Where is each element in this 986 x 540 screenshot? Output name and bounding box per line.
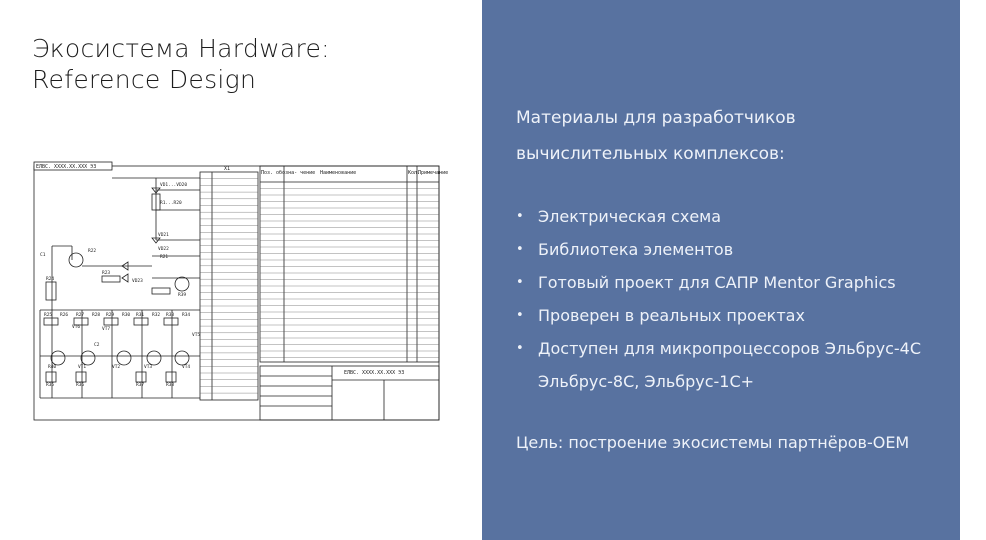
component-label: VD22 xyxy=(158,247,169,252)
component-label: R24 xyxy=(46,277,55,282)
component-label: C1 xyxy=(40,253,46,258)
intro-text xyxy=(516,100,956,172)
feature-item: • Электрическая схема xyxy=(516,200,986,233)
component-label: R34 xyxy=(182,313,191,318)
component-label: R23 xyxy=(102,271,111,276)
slide-title-line-2: Reference Design xyxy=(32,65,257,94)
component-label: R30 xyxy=(122,313,131,318)
component-label: R27 xyxy=(76,313,85,318)
component-label: R21 xyxy=(160,255,169,260)
component-label: R25 xyxy=(44,313,53,318)
table-header-note: Примечание xyxy=(418,170,449,176)
component-label: R39 xyxy=(178,293,187,298)
slide-title-line-1: Экосистема Hardware: xyxy=(32,34,330,63)
title-block-code: ЕЛВС. XXXX.XX.XXX Э3 xyxy=(344,370,405,376)
slide-title xyxy=(32,33,452,95)
intro-line-1: Материалы для разработчиков xyxy=(516,108,796,128)
component-label: R35 xyxy=(46,383,55,388)
component-label: VT5 xyxy=(192,333,201,338)
feature-item: • Доступен для микропроцессоров Эльбрус-4С Эльбрус-8С, Эльбрус-1С+ xyxy=(516,332,986,398)
table-header-position: Поз. обозна- чение xyxy=(261,170,316,176)
feature-item: • Проверен в реальных проектах xyxy=(516,299,986,332)
component-label: VT4 xyxy=(182,365,191,370)
component-label: R33 xyxy=(166,313,175,318)
component-label: VT2 xyxy=(112,365,121,370)
component-label: R36 xyxy=(76,383,85,388)
component-label: R22 xyxy=(88,249,97,254)
feature-item: • Готовый проект для САПР Mentor Graphics xyxy=(516,266,986,299)
intro-line-2: вычислительных комплексов: xyxy=(516,144,785,164)
goal-text: Цель: построение экосистемы партнёров-OEM xyxy=(516,433,910,452)
component-label: C2 xyxy=(94,343,100,348)
component-label: R38 xyxy=(166,383,175,388)
feature-list xyxy=(516,200,986,398)
table-header-name: Наименование xyxy=(320,170,357,176)
component-label: R32 xyxy=(152,313,161,318)
component-label: R40 xyxy=(48,365,57,370)
component-label: R29 xyxy=(106,313,115,318)
content-panel xyxy=(482,0,960,540)
component-label: VD23 xyxy=(132,279,143,284)
schematic-code: ЕЛВС. XXXX.XX.XXX Э3 xyxy=(36,164,97,170)
component-label: VT6 xyxy=(72,325,81,330)
component-label: R31 xyxy=(136,313,145,318)
table-header-qty: Кол. xyxy=(408,170,421,176)
feature-item-continuation: Эльбрус-8С, Эльбрус-1С+ xyxy=(538,372,755,391)
component-label: VT3 xyxy=(144,365,153,370)
component-label: VT1 xyxy=(78,365,87,370)
feature-item: • Библиотека элементов xyxy=(516,233,986,266)
component-label: R28 xyxy=(92,313,101,318)
component-label: R26 xyxy=(60,313,69,318)
component-label: R1...R20 xyxy=(160,201,182,206)
component-label: R37 xyxy=(136,383,145,388)
schematic-drawing xyxy=(32,160,449,422)
connector-label: X1 xyxy=(224,166,231,172)
component-label: VD21 xyxy=(158,233,169,238)
component-label: VD1...VD20 xyxy=(160,183,188,188)
component-label: VT7 xyxy=(102,327,111,332)
